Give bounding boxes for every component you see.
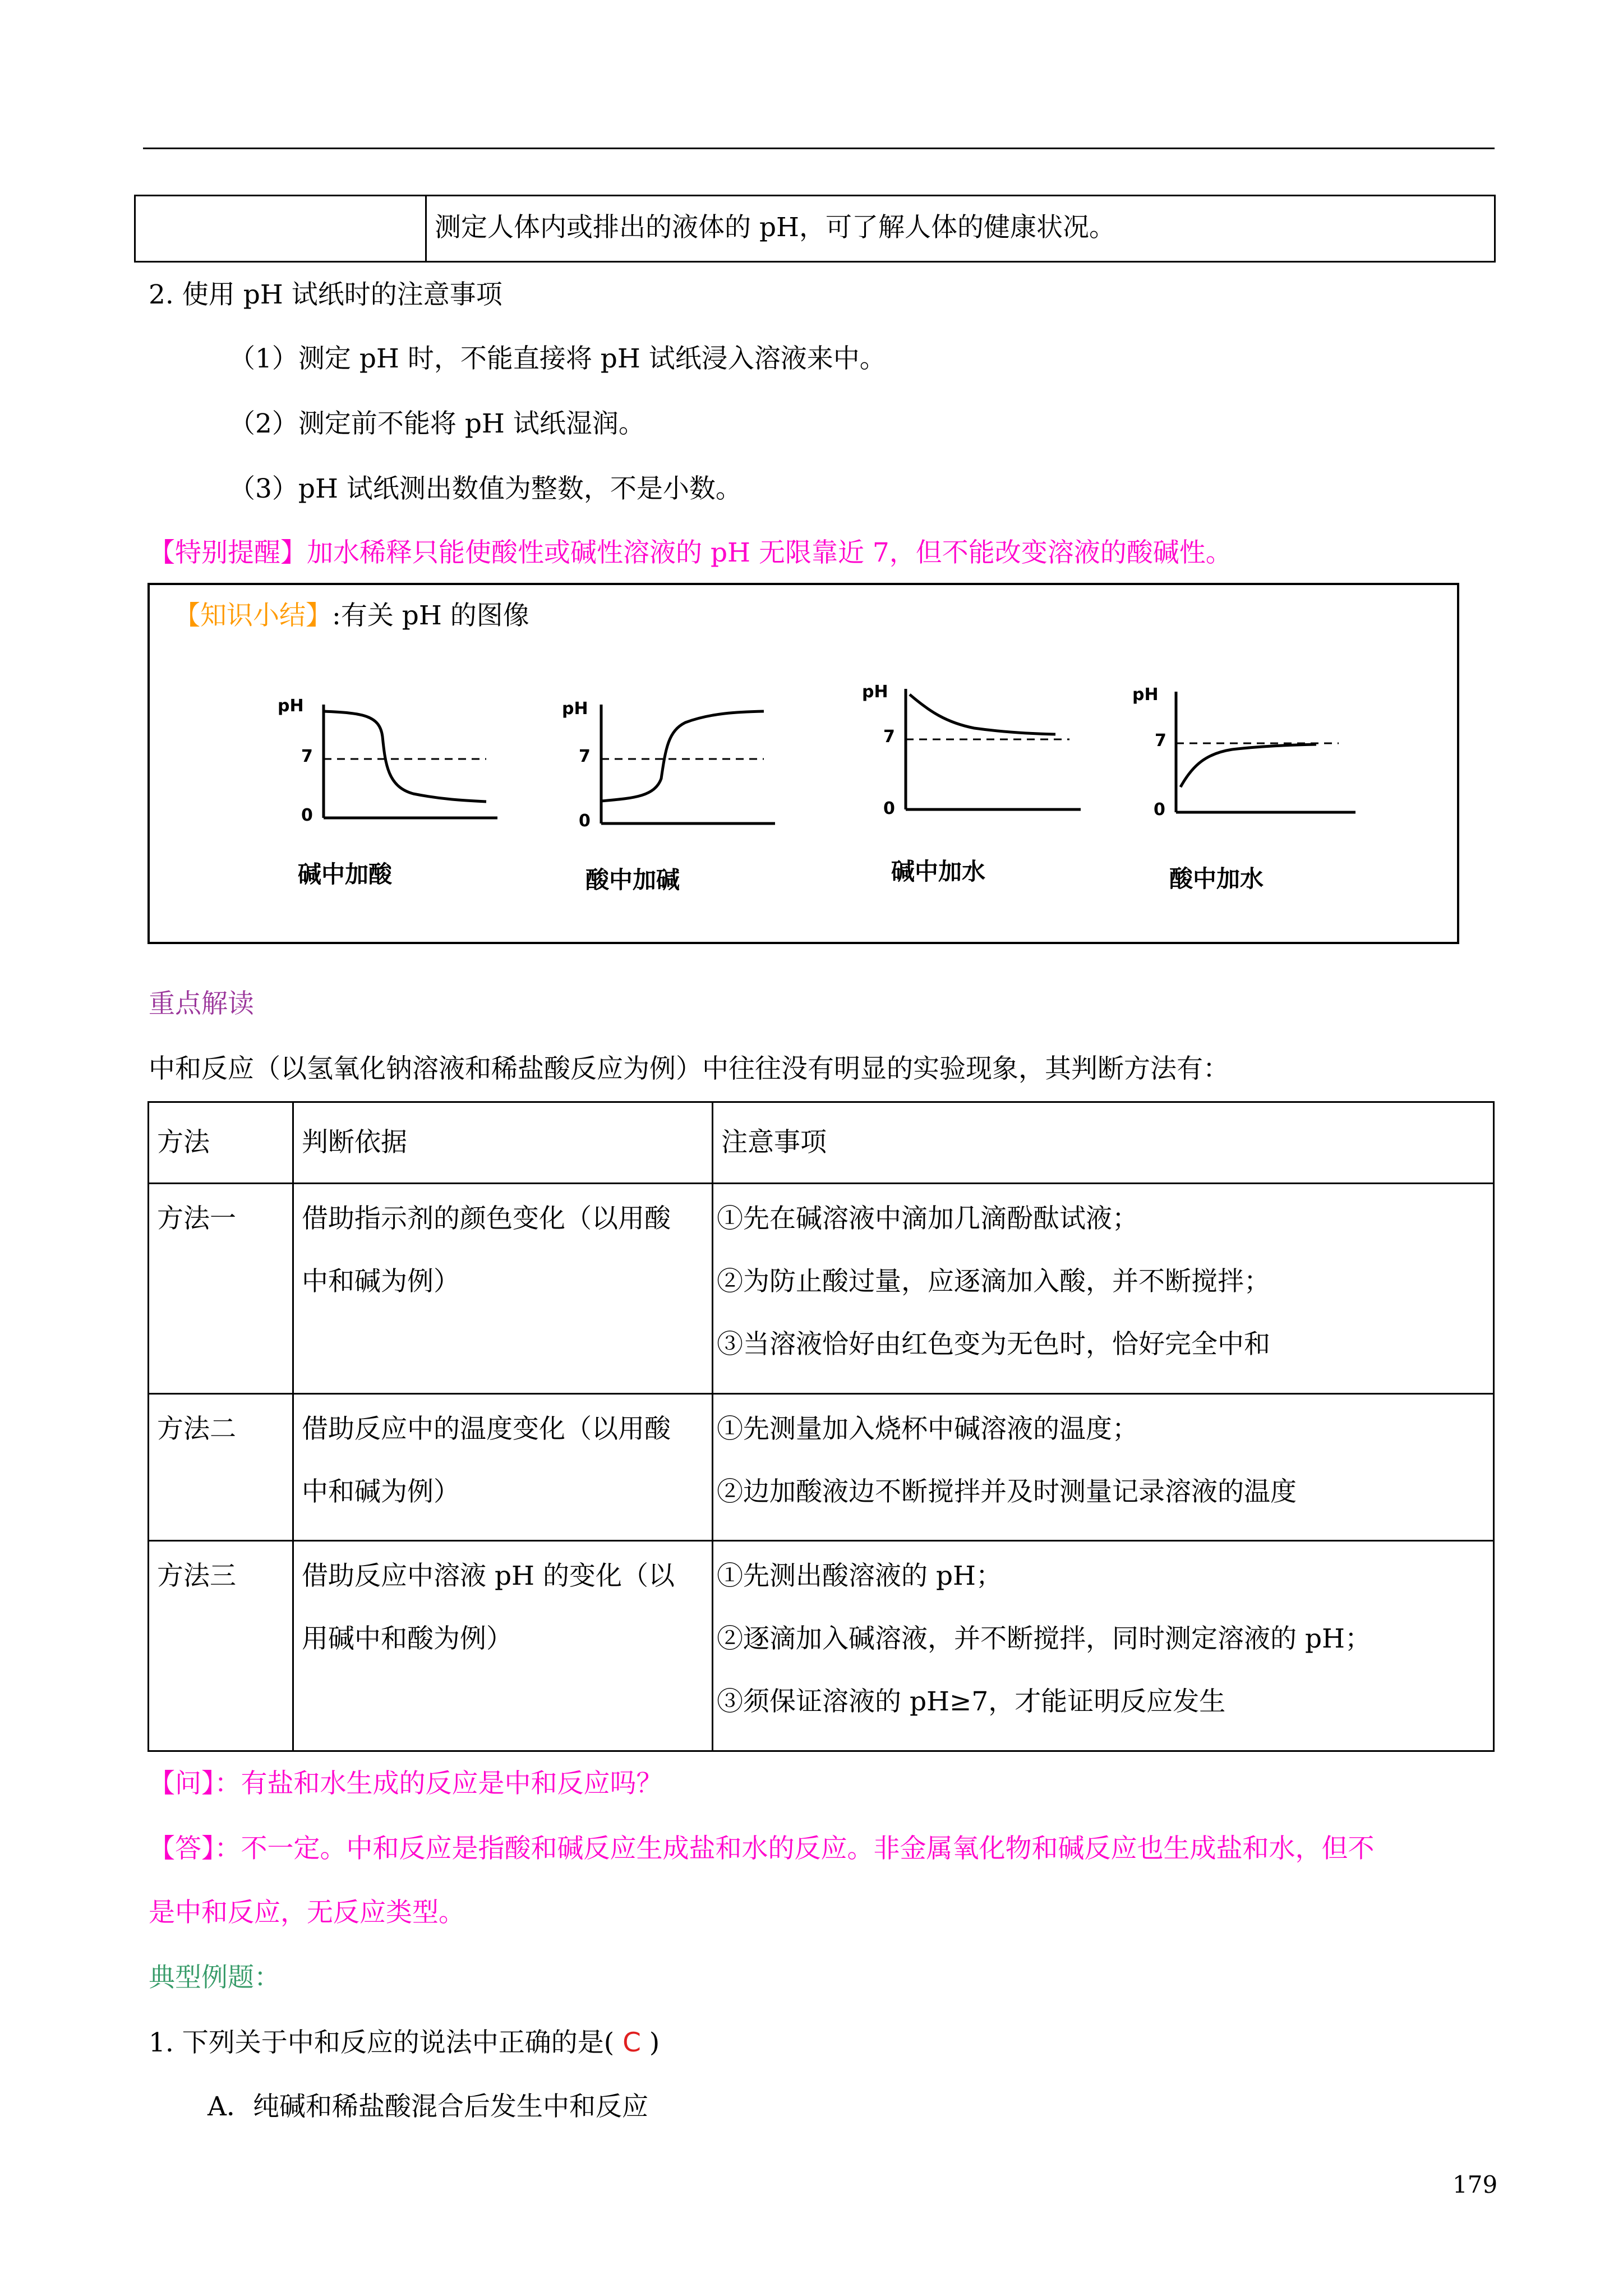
methods-table (147, 1101, 1495, 1752)
zero-label: 0 (1154, 800, 1165, 820)
knowledge-tag: 【知识小结】 (174, 600, 332, 631)
note-line: ③须保证溶液的 pH≥7，才能证明反应发生 (717, 1686, 1226, 1717)
method-cell: 方法二 (149, 1394, 293, 1541)
zero-label: 0 (579, 811, 591, 831)
ph-graphs (150, 585, 1457, 942)
answer-line: 【答】：不一定。中和反应是指酸和碱反应生成盐和水的反应。非金属氧化物和碱反应也生成盐和水，但不 (149, 1833, 1375, 1864)
curve (324, 711, 486, 802)
header-notes: 注意事项 (713, 1102, 1494, 1184)
notes-cell (713, 1541, 1494, 1751)
seven-label: 7 (1155, 731, 1166, 751)
method-cell: 方法一 (149, 1184, 293, 1394)
note-line: ①先测量加入烧杯中碱溶液的温度； (717, 1414, 1138, 1444)
header-method: 方法 (149, 1102, 293, 1184)
list-item: （2）测定前不能将 pH 试纸湿润。 (229, 408, 645, 439)
basis-line: 借助指示剂的颜色变化（以用酸 (302, 1203, 671, 1234)
table-header-row (149, 1102, 1494, 1184)
question-1 (149, 2026, 660, 2060)
basis-line: 中和碱为例） (302, 1266, 460, 1297)
table-row (149, 1541, 1494, 1751)
graph-label: 碱中加水 (891, 858, 986, 885)
knowledge-summary-box (147, 583, 1459, 944)
graph-label: 碱中加酸 (298, 861, 393, 888)
notes-cell (713, 1184, 1494, 1394)
method-cell: 方法三 (149, 1541, 293, 1751)
ph-label: pH (1132, 685, 1159, 705)
basis-line: 借助反应中溶液 pH 的变化（以 (302, 1561, 675, 1591)
note-line: ①先在碱溶液中滴加几滴酚酞试液； (717, 1203, 1138, 1234)
intro-text: 中和反应（以氢氧化钠溶液和稀盐酸反应为例）中往往没有明显的实验现象，其判断方法有： (149, 1053, 1229, 1084)
graph-base-add-acid (278, 696, 497, 888)
list-item: （3）pH 试纸测出数值为整数，不是小数。 (229, 473, 742, 504)
basis-cell (293, 1394, 713, 1541)
question-1-text: 1. 下列关于中和反应的说法中正确的是( (149, 2027, 615, 2058)
ph-label: pH (562, 699, 588, 719)
basis-cell (293, 1541, 713, 1751)
top-table (134, 195, 1496, 263)
graph-acid-add-base (562, 699, 775, 894)
graph-label: 酸中加水 (1169, 865, 1264, 892)
curve (601, 711, 764, 801)
basis-line: 用碱中和酸为例） (302, 1623, 513, 1654)
section-heading: 2. 使用 pH 试纸时的注意事项 (149, 279, 502, 310)
table-row (149, 1184, 1494, 1394)
question-1-answer: C (623, 2027, 641, 2058)
header-rule (143, 148, 1495, 149)
knowledge-title: :有关 pH 的图像 (332, 600, 529, 631)
seven-label: 7 (579, 747, 591, 766)
top-table-empty-cell (135, 196, 426, 262)
graph-label: 酸中加碱 (585, 866, 680, 894)
option-a: A．纯碱和稀盐酸混合后发生中和反应 (208, 2091, 648, 2122)
page-number: 179 (1453, 2171, 1498, 2198)
top-table-text-cell: 测定人体内或排出的液体的 pH，可了解人体的健康状况。 (426, 196, 1495, 262)
question-text: 【问】：有盐和水生成的反应是中和反应吗？ (149, 1768, 663, 1799)
note-line: ①先测出酸溶液的 pH； (717, 1561, 1003, 1591)
examples-heading: 典型例题： (149, 1962, 280, 1993)
basis-line: 借助反应中的温度变化（以用酸 (302, 1414, 671, 1444)
table-row (149, 1394, 1494, 1541)
ph-label: pH (278, 696, 304, 716)
seven-label: 7 (301, 747, 313, 766)
note-line: ②逐滴加入碱溶液，并不断搅拌，同时测定溶液的 pH； (717, 1623, 1372, 1654)
note-line: ②为防止酸过量，应逐滴加入酸，并不断搅拌； (717, 1266, 1270, 1297)
zero-label: 0 (301, 806, 313, 825)
basis-line: 中和碱为例） (302, 1476, 460, 1507)
basis-cell (293, 1184, 713, 1394)
list-item: （1）测定 pH 时，不能直接将 pH 试纸浸入溶液来中。 (229, 343, 886, 374)
curve (1181, 744, 1316, 787)
graph-base-add-water (862, 682, 1081, 885)
question-1-close: ) (649, 2027, 660, 2058)
special-reminder: 【特别提醒】加水稀释只能使酸性或碱性溶液的 pH 无限靠近 7，但不能改变溶液的酸碱性。 (149, 537, 1232, 568)
notes-cell (713, 1394, 1494, 1541)
zero-label: 0 (883, 799, 895, 818)
seven-label: 7 (883, 727, 895, 747)
answer-line: 是中和反应，无反应类型。 (149, 1897, 465, 1928)
graph-acid-add-water (1132, 685, 1355, 892)
note-line: ②边加酸液边不断搅拌并及时测量记录溶液的温度 (717, 1476, 1297, 1507)
curve (910, 694, 1055, 734)
header-basis: 判断依据 (293, 1102, 713, 1184)
note-line: ③当溶液恰好由红色变为无色时，恰好完全中和 (717, 1329, 1270, 1360)
ph-label: pH (862, 682, 888, 702)
key-points-heading: 重点解读 (149, 988, 254, 1019)
